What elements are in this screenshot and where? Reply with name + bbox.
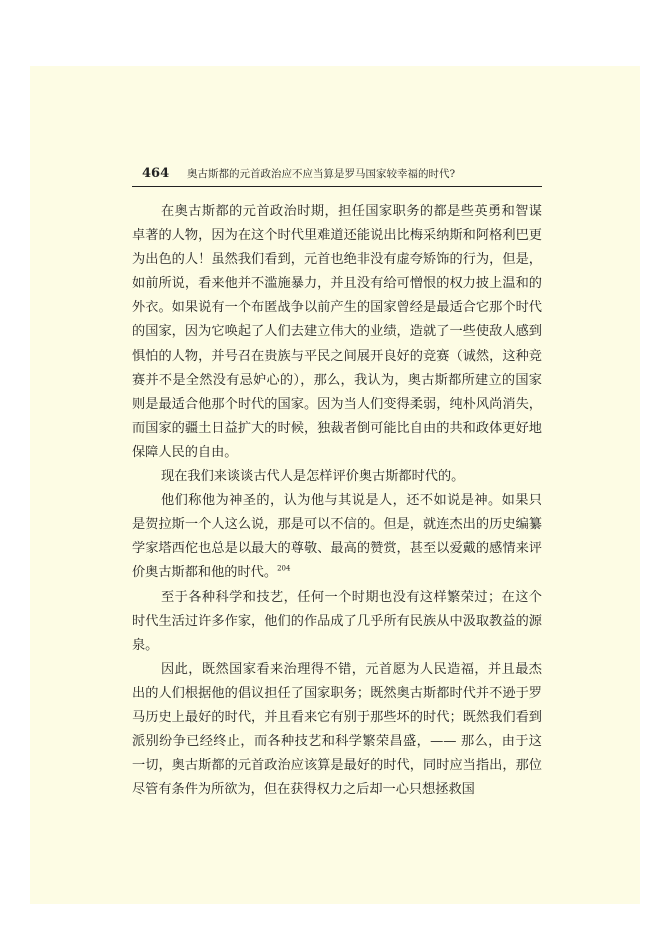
paragraph-3-text: 他们称他为神圣的，认为他与其说是人，还不如说是神。如果只是贺拉斯一个人这么说，那是可以不信的。但是，就连杰出的历史编纂学家塔西佗也总是以最大的尊敬、最高的赞赏，甚至以爱戴的感情来评价奥古斯都和他的时代。 [132,493,542,581]
paragraph-4: 至于各种科学和技艺，任何一个时期也没有这样繁荣过；在这个时代生活过许多作家，他们的作品成了几乎所有民族从中汲取教益的源泉。 [132,589,542,653]
paragraph-2: 现在我们来谈谈古代人是怎样评价奥古斯都时代的。 [161,469,465,485]
running-title: 奥古斯都的元首政治应不应当算是罗马国家较幸福的时代? [187,168,456,180]
paragraph-5: 因此，既然国家看来治理得不错，元首愿为人民造福，并且最杰出的人们根据他的倡议担任了国家职务；既然奥古斯都时代并不逊于罗马历史上最好的时代，并且看来它有别于那些坏的时代；既然我们看到派别纷争已经终止，而各种技艺和科学繁荣昌盛，—— 那么，由于这一切，奥古斯都的元首政治应该算是最好的时代，同时应当指出，那位尽管有条件为所欲为，但在获得权力之后却一心只想拯救国 [132,661,542,798]
body-text [132,200,542,802]
page-number: 464 [142,166,170,181]
footnote-reference[interactable]: 204 [277,565,291,574]
paragraph-3 [132,489,542,585]
page-header [132,164,542,187]
paragraph-1: 在奥古斯都的元首政治时期，担任国家职务的都是些英勇和智谋卓著的人物，因为在这个时代里难道还能说出比梅采纳斯和阿格利巴更为出色的人！虽然我们看到，元首也绝非没有虚夸矫饰的行为，但是，如前所说，看来他并不滥施暴力，并且没有给可憎恨的权力披上温和的外衣。如果说有一个布匿战争以前产生的国家曾经是最适合它那个时代的国家，因为它唤起了人们去建立伟大的业绩，造就了一些使敌人感到惧怕的人物，并号召在贵族与平民之间展开良好的竞赛（诚然，这种竞赛并不是全然没有忌妒心的），那么，我认为，奥古斯都所建立的国家则是最适合他那个时代的国家。因为当人们变得柔弱，纯朴风尚消失，而国家的疆土日益扩大的时候，独裁者倒可能比自由的共和政体更好地保障人民的自由。 [132,204,542,460]
